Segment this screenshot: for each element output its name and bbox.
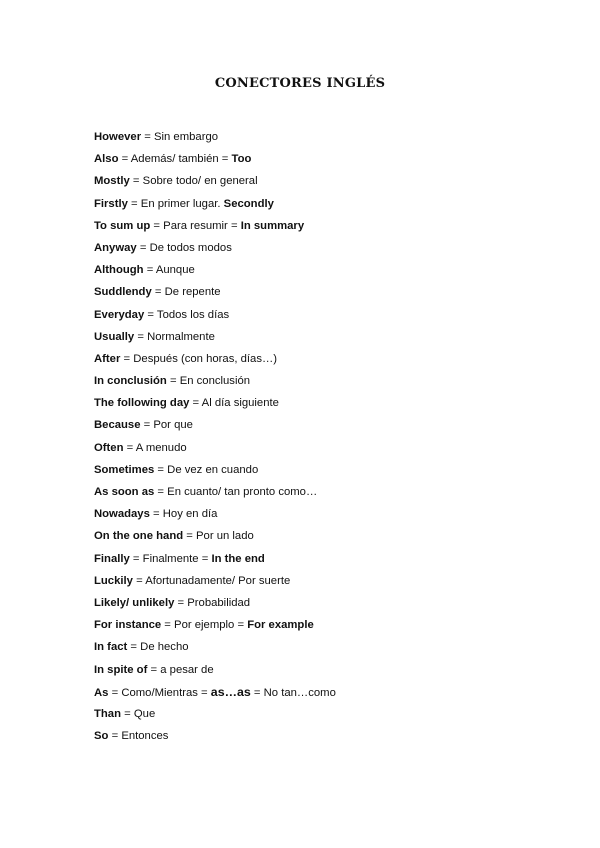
equals-separator: =: [118, 153, 131, 166]
list-item: [94, 681, 574, 703]
equals-separator: =: [174, 596, 188, 609]
connector-meaning: Finalmente: [142, 552, 199, 565]
equals-separator: =: [154, 486, 168, 498]
connector-term: However: [94, 131, 142, 143]
equals-separator: =: [166, 375, 180, 388]
connector-meaning: Todos los días: [156, 308, 230, 321]
connector-meaning: Hoy en día: [162, 508, 218, 521]
list-item: [94, 548, 574, 570]
connector-term: Suddlendy: [94, 286, 152, 299]
connector-term: Although: [94, 264, 144, 277]
connector-meaning: De vez en cuando: [167, 463, 259, 476]
list-item: [94, 370, 574, 392]
equals-separator: =: [136, 241, 150, 254]
list-item: [94, 148, 574, 170]
equals-separator: =: [143, 264, 156, 277]
equals-separator: =: [161, 619, 175, 632]
equals-separator: =: [147, 663, 161, 676]
list-item: [94, 570, 574, 592]
equals-separator: =: [120, 352, 134, 365]
list-item: [94, 237, 574, 259]
equals-separator: =: [129, 175, 143, 188]
connector-term: Sometimes: [94, 463, 155, 476]
equals-separator: =: [149, 508, 163, 521]
equals-separator: =: [127, 197, 141, 210]
connector-term: The following day: [94, 397, 190, 410]
connector-term: Anyway: [94, 241, 137, 254]
list-item: [94, 459, 574, 481]
list-item: [94, 193, 574, 215]
connector-term: Likely/ unlikely: [94, 596, 175, 609]
connector-meaning: Probabilidad: [187, 596, 251, 609]
equals-separator: =: [129, 552, 143, 565]
list-item: [94, 348, 574, 370]
connector-term: Usually: [94, 330, 135, 343]
connector-term: On the one hand: [94, 530, 184, 543]
equals-separator: =: [134, 330, 148, 343]
connector-meaning: Afortunadamente/ Por suerte: [145, 574, 291, 587]
connector-meaning: Sobre todo/ en general: [142, 175, 258, 188]
list-item: [94, 259, 574, 281]
connector-term: Firstly: [94, 197, 128, 210]
connector-synonym: Too: [231, 153, 252, 166]
list-item: [94, 126, 574, 148]
connector-term: To sum up: [94, 219, 151, 232]
list-item: [94, 414, 574, 436]
page-title: CONECTORES INGLÉS: [214, 76, 386, 91]
connector-term: Than: [94, 707, 121, 720]
connector-meaning: Por que: [153, 419, 193, 432]
connector-list: [94, 126, 574, 747]
equals-separator: =: [123, 441, 136, 454]
connector-term: For instance: [94, 619, 162, 632]
connector-meaning: a pesar de: [160, 663, 214, 676]
list-item: [94, 659, 574, 681]
connector-synonym: For example: [247, 619, 314, 632]
equals-separator: =: [141, 131, 154, 143]
connector-meaning: Entonces: [121, 730, 169, 743]
connector-meaning: Para resumir: [163, 219, 228, 232]
equals-separator: =: [108, 686, 122, 699]
equals-separator: =: [183, 530, 196, 543]
equals-separator: =: [144, 308, 157, 321]
list-item: [94, 725, 574, 747]
connector-meaning: Además/ también: [130, 153, 219, 166]
connector-meaning: Después (con horas, días…): [133, 352, 278, 365]
secondary-separator: =: [218, 153, 232, 166]
connector-term: Because: [94, 419, 141, 432]
connector-meaning: De repente: [164, 286, 221, 299]
connector-term: After: [94, 352, 121, 365]
connector-meaning: De hecho: [140, 641, 189, 654]
connector-meaning: Sin embargo: [153, 131, 219, 143]
connector-term: Mostly: [94, 175, 130, 188]
list-item: [94, 525, 574, 547]
equals-separator: =: [140, 419, 154, 432]
secondary-separator: =: [198, 552, 212, 565]
connector-meaning: De todos modos: [149, 241, 232, 254]
connector-term: As soon as: [94, 486, 155, 498]
list-item: [94, 703, 574, 725]
connector-term: Often: [94, 441, 124, 454]
connector-meaning: A menudo: [135, 441, 187, 454]
connector-term: Luckily: [94, 574, 133, 587]
connector-meaning: Por ejemplo: [174, 619, 235, 632]
connector-synonym: In summary: [240, 219, 305, 232]
equals-separator: =: [132, 574, 146, 587]
list-item: [94, 215, 574, 237]
list-item: [94, 636, 574, 658]
connector-term: So: [94, 730, 109, 743]
connector-meaning: Que: [133, 707, 156, 720]
tertiary-separator: =: [250, 686, 264, 699]
secondary-separator: =: [197, 686, 211, 699]
list-item: [94, 592, 574, 614]
connector-synonym: Secondly: [223, 197, 274, 210]
connector-term: Also: [94, 153, 119, 166]
connector-term: Finally: [94, 552, 130, 565]
connector-term: In fact: [94, 641, 128, 654]
list-item: [94, 503, 574, 525]
connector-term: In conclusión: [94, 375, 167, 388]
equals-separator: =: [127, 641, 141, 654]
list-item: [94, 326, 574, 348]
list-item: [94, 437, 574, 459]
list-item: [94, 281, 574, 303]
connector-meaning: En conclusión: [179, 375, 251, 388]
list-item: [94, 614, 574, 636]
equals-separator: =: [151, 286, 165, 299]
list-item: [94, 304, 574, 326]
connector-synonym: In the end: [211, 552, 265, 565]
connector-meaning: Aunque: [155, 264, 195, 277]
secondary-separator: =: [234, 619, 248, 632]
equals-separator: =: [150, 219, 164, 232]
connector-meaning: Normalmente: [147, 330, 215, 343]
connector-meaning: Como/Mientras: [121, 686, 198, 699]
equals-separator: =: [108, 730, 122, 743]
secondary-separator: =: [227, 219, 241, 232]
list-item: [94, 170, 574, 192]
equals-separator: =: [189, 397, 202, 410]
connector-meaning: En cuanto/ tan pronto como…: [167, 486, 318, 498]
connector-meaning: En primer lugar.: [140, 197, 221, 210]
connector-meaning: Por un lado: [196, 530, 254, 543]
equals-separator: =: [121, 707, 134, 720]
connector-tail: No tan…como: [263, 686, 336, 699]
connector-term: Everyday: [94, 308, 145, 321]
list-item: [94, 481, 574, 503]
equals-separator: =: [154, 463, 168, 476]
connector-synonym: as…as: [210, 684, 251, 699]
connector-meaning: Al día siguiente: [201, 397, 279, 410]
connector-term: In spite of: [94, 663, 148, 676]
connector-term: As: [94, 686, 109, 699]
list-item: [94, 392, 574, 414]
connector-term: Nowadays: [94, 508, 150, 521]
